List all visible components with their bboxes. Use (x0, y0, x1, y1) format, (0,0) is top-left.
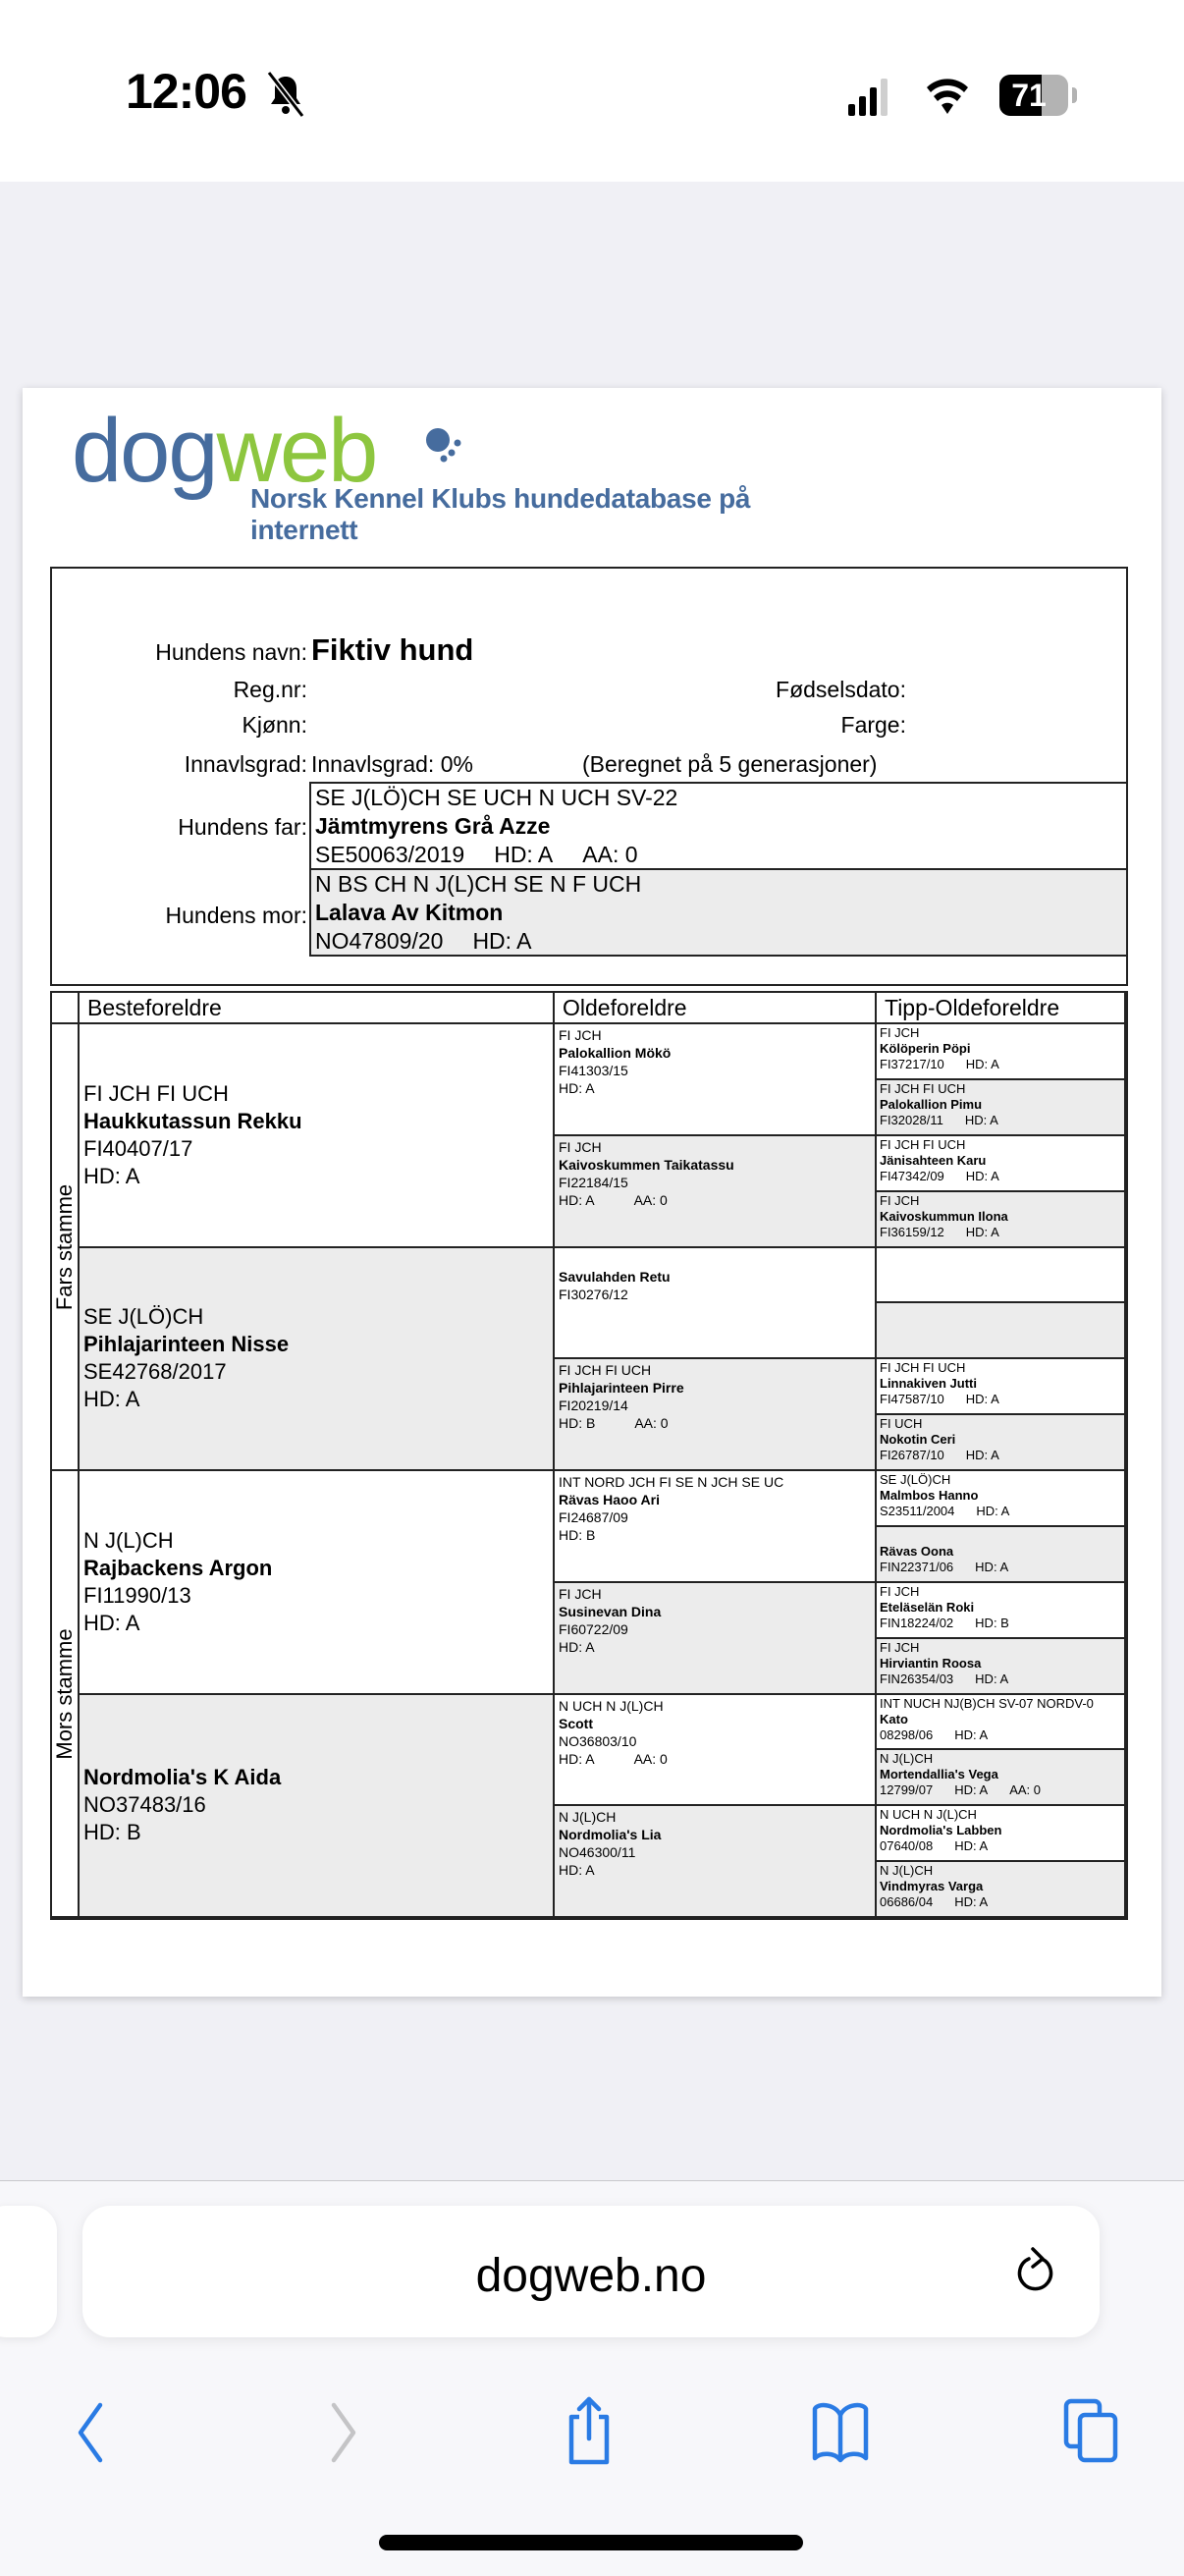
dog-reg: FI47587/10 (880, 1392, 944, 1407)
status-bar (0, 0, 1184, 182)
dog-name: Haukkutassun Rekku (83, 1108, 302, 1133)
great-great-grandparent-cell[interactable] (877, 1080, 1126, 1136)
dog-titles: N UCH N J(L)CH (880, 1807, 977, 1823)
dog-hd: HD: A (559, 1638, 595, 1655)
dog-name: Kaivoskummen Taikatassu (559, 1156, 734, 1173)
great-grandparent-cell[interactable] (555, 1471, 877, 1583)
dog-reg: 06686/04 (880, 1894, 934, 1910)
dog-reg: 07640/08 (880, 1838, 934, 1854)
dog-hd: HD: B (559, 1527, 596, 1543)
dog-reg: FI24687/09 (559, 1509, 628, 1525)
dog-reg: FI41303/15 (559, 1063, 628, 1078)
sire-titles: SE J(LÖ)CH SE UCH N UCH SV-22 (315, 785, 678, 810)
dog-details (880, 1448, 1121, 1463)
chevron-left-icon[interactable] (61, 2395, 120, 2466)
great-grandparent-cell[interactable] (555, 1136, 877, 1248)
dog-health (559, 1750, 871, 1768)
dog-hd: HD: A (954, 1894, 989, 1910)
dog-titles: N J(L)CH (559, 1809, 617, 1826)
side-label-dam-line (52, 1471, 80, 1918)
great-great-grandparent-cell[interactable] (877, 1583, 1126, 1639)
dog-titles: FI JCH (559, 1138, 602, 1155)
great-grandparent-cell[interactable] (555, 1583, 877, 1695)
great-great-grandparent-cell[interactable] (877, 1192, 1126, 1248)
dog-name: Palokallion Mökö (559, 1045, 672, 1061)
great-grandparent-cell[interactable] (555, 1695, 877, 1807)
dog-titles: INT NORD JCH FI SE N JCH SE UC (559, 1474, 784, 1490)
dog-details (880, 1392, 1121, 1407)
dog-reg: 08298/06 (880, 1726, 934, 1742)
dog-titles: SE J(LÖ)CH (83, 1304, 204, 1330)
dog-name: Mortendallia's Vega (880, 1767, 998, 1782)
dog-name: Kölöperin Pöpi (880, 1041, 971, 1056)
dog-aa: AA: 0 (1009, 1782, 1041, 1798)
dog-name: Hirviantin Roosa (880, 1655, 982, 1671)
dog-hd: HD: B (975, 1615, 1009, 1630)
dog-hd: HD: A (975, 1671, 1009, 1686)
dog-hd: HD: A (83, 1610, 140, 1635)
pedigree-document (23, 388, 1161, 1997)
dog-details (880, 1225, 1121, 1240)
grandparent-cell[interactable] (80, 1471, 555, 1695)
great-great-grandparent-cell[interactable] (877, 1136, 1126, 1192)
dog-titles: FI JCH (880, 1583, 920, 1599)
dam-hd: HD: A (472, 928, 532, 954)
dog-name: Malmbos Hanno (880, 1488, 979, 1503)
battery-indicator (999, 75, 1068, 116)
inbreeding-note: (Beregnet på 5 generasjoner) (582, 751, 878, 777)
dog-health (559, 1191, 871, 1209)
dog-reg: FI37217/10 (880, 1057, 944, 1071)
dog-name: Vindmyras Varga (880, 1879, 984, 1894)
home-indicator[interactable] (379, 2535, 803, 2550)
dog-titles: FI UCH (880, 1416, 923, 1432)
dog-name: Palokallion Pimu (880, 1096, 983, 1112)
dog-health (559, 1861, 871, 1879)
dog-details (880, 1616, 1121, 1631)
header-spacer (52, 993, 80, 1024)
dog-details (880, 1782, 1121, 1798)
dog-titles: FI JCH FI UCH (880, 1080, 966, 1096)
dog-name: Kato (880, 1711, 908, 1726)
dog-name-label: Hundens navn: (155, 639, 307, 665)
dog-titles: N J(L)CH (880, 1863, 934, 1879)
sire-aa: AA: 0 (582, 842, 638, 867)
dog-reg: FI40407/17 (83, 1135, 193, 1161)
cellular-signal-icon (848, 77, 889, 116)
titles-spacer (559, 1250, 871, 1268)
pedigree-table (50, 991, 1128, 1920)
great-great-grandparent-cell[interactable] (877, 1527, 1126, 1583)
dam-titles: N BS CH N J(L)CH SE N F UCH (315, 871, 642, 897)
browser-toolbar (0, 2180, 1184, 2576)
dog-details (880, 1169, 1121, 1184)
dog-titles: FI JCH (880, 1192, 920, 1208)
dog-name: Jänisahteen Karu (880, 1152, 987, 1168)
dog-details (880, 1504, 1121, 1519)
dog-hd: HD: B (83, 1820, 141, 1845)
inbreeding-row (52, 751, 1126, 783)
regnr-row (52, 677, 1126, 708)
column-header-great-great-grandparents: Tipp-Oldeforeldre (877, 993, 1126, 1024)
dog-hd: HD: A (559, 1191, 595, 1208)
dog-name: Rajbackens Argon (83, 1555, 273, 1580)
dog-titles: FI JCH FI UCH (880, 1360, 966, 1376)
great-grandparent-cell[interactable] (555, 1806, 877, 1918)
dog-name: Pihlajarinteen Pirre (559, 1380, 684, 1397)
dog-reg: NO37483/16 (83, 1792, 206, 1818)
dog-hd: HD: A (559, 1862, 595, 1879)
dog-hd: HD: A (964, 1112, 998, 1127)
dam-details (315, 927, 1122, 956)
sire-reg: SE50063/2019 (315, 842, 465, 867)
birthdate-label: Fødselsdato: (776, 677, 906, 702)
tabs-icon[interactable] (1062, 2395, 1121, 2466)
dog-reg: FI20219/14 (559, 1398, 628, 1414)
dog-reg: NO36803/10 (559, 1732, 637, 1749)
dog-titles: SE J(LÖ)CH (880, 1472, 951, 1487)
status-time: 12:06 (126, 64, 246, 119)
dog-hd: HD: A (965, 1448, 999, 1463)
dog-name: Linnakiven Jutti (880, 1376, 977, 1392)
share-icon[interactable] (560, 2395, 619, 2466)
dog-hd: HD: A (559, 1750, 595, 1767)
grandparent-cell[interactable] (80, 1695, 555, 1919)
dog-reg: SE42768/2017 (83, 1359, 227, 1385)
dog-titles: FI JCH (880, 1025, 920, 1040)
dog-reg: FI30276/12 (559, 1286, 628, 1302)
dog-aa: AA: 0 (633, 1750, 668, 1767)
dog-aa: AA: 0 (633, 1191, 668, 1208)
dog-hd: HD: A (965, 1224, 999, 1239)
dog-titles: N J(L)CH (83, 1527, 174, 1553)
dog-name: Rävas Haoo Ari (559, 1492, 660, 1507)
great-grandparent-cell[interactable] (555, 1359, 877, 1471)
bell-slash-icon (265, 71, 306, 118)
inbreeding-label: Innavlsgrad: (184, 751, 307, 777)
paw-dots-icon (420, 425, 479, 474)
dog-name-row (52, 632, 1126, 672)
dog-hd: HD: B (559, 1415, 596, 1432)
great-great-grandparent-cell[interactable] (877, 1248, 1126, 1304)
side-label-text: Mors stamme (52, 1627, 77, 1760)
address-bar[interactable] (82, 2206, 1100, 2337)
dog-details (880, 1057, 1121, 1072)
dog-reg: FI60722/09 (559, 1620, 628, 1637)
dog-name: Rävas Oona (880, 1543, 954, 1559)
url-text[interactable]: dogweb.no (475, 2250, 707, 2302)
great-great-grandparent-cell[interactable] (877, 1415, 1126, 1471)
dog-name: Susinevan Dina (559, 1603, 662, 1619)
dog-reg: FIN22371/06 (880, 1559, 954, 1574)
titles-spacer (880, 1528, 1121, 1544)
great-great-grandparent-cell[interactable] (877, 1359, 1126, 1415)
dog-titles: FI JCH (559, 1585, 602, 1602)
dog-hd: HD: A (965, 1057, 999, 1071)
dog-reg: FIN26354/03 (880, 1671, 954, 1686)
dam-label: Hundens mor: (165, 903, 307, 928)
great-great-grandparent-cell[interactable] (877, 1695, 1126, 1751)
dog-hd: HD: A (83, 1387, 140, 1412)
dog-titles: INT NUCH NJ(B)CH SV-07 NORDV-0 (880, 1695, 1094, 1711)
dog-titles: FI JCH (880, 1639, 920, 1655)
dog-name: Savulahden Retu (559, 1268, 671, 1285)
dog-name: Pihlajarinteen Nisse (83, 1332, 290, 1357)
dog-hd: HD: A (965, 1392, 999, 1407)
dog-health (559, 1079, 871, 1097)
dog-name: Scott (559, 1715, 593, 1731)
dog-details (880, 1113, 1121, 1128)
logo-dog: dog (72, 401, 217, 501)
dog-reg: FI36159/12 (880, 1224, 944, 1239)
reload-icon[interactable] (1011, 2245, 1060, 2300)
great-great-grandparent-cell[interactable] (877, 1750, 1126, 1806)
great-grandparent-cell[interactable] (555, 1024, 877, 1136)
dog-hd: HD: A (965, 1168, 999, 1183)
dog-titles: FI JCH FI UCH (880, 1136, 966, 1152)
dog-name: Kaivoskummun Ilona (880, 1208, 1008, 1224)
dam-name: Lalava Av Kitmon (315, 900, 504, 925)
book-icon[interactable] (811, 2395, 870, 2466)
dog-health (559, 1526, 871, 1544)
previous-tab-peek[interactable] (0, 2206, 57, 2337)
dog-details (880, 1838, 1121, 1854)
dog-reg: S23511/2004 (880, 1504, 955, 1518)
dog-hd: HD: A (559, 1080, 595, 1096)
dog-reg: FI32028/11 (880, 1112, 943, 1127)
dog-details (880, 1894, 1121, 1910)
battery-percent: 71 (1011, 78, 1047, 113)
dog-reg: FI22184/15 (559, 1174, 628, 1190)
dog-details (880, 1672, 1121, 1687)
dog-health (559, 1303, 871, 1321)
great-great-grandparent-cell[interactable] (877, 1806, 1126, 1862)
sire-hd: HD: A (494, 842, 554, 867)
dam-reg: NO47809/20 (315, 928, 444, 954)
dam-box[interactable] (309, 868, 1128, 957)
wifi-icon (925, 75, 970, 116)
dog-titles: N J(L)CH (880, 1751, 934, 1767)
great-great-grandparent-cell[interactable] (877, 1471, 1126, 1527)
side-label-text: Fars stamme (52, 1183, 77, 1310)
regnr-label: Reg.nr: (233, 677, 307, 702)
dog-reg: NO46300/11 (559, 1844, 636, 1861)
dog-name: Nordmolia's K Aida (83, 1765, 282, 1790)
logo-tagline: Norsk Kennel Klubs hundedatabase på internett (250, 483, 751, 545)
dog-info-box (50, 567, 1128, 986)
column-header-grandparents: Besteforeldre (80, 993, 555, 1024)
grandparent-cell[interactable] (80, 1024, 555, 1248)
sire-box[interactable] (309, 782, 1128, 870)
battery-cap (1072, 87, 1077, 103)
great-grandparent-cell[interactable] (555, 1248, 877, 1360)
dog-titles: N UCH N J(L)CH (559, 1697, 664, 1714)
grandparent-cell[interactable] (80, 1248, 555, 1472)
dog-name: Eteläselän Roki (880, 1599, 975, 1615)
dog-health (559, 1638, 871, 1656)
great-great-grandparent-cell[interactable] (877, 1303, 1126, 1359)
dog-hd: HD: A (954, 1838, 989, 1854)
column-header-great-grandparents: Oldeforeldre (555, 993, 877, 1024)
color-label: Farge: (840, 712, 906, 738)
great-great-grandparent-cell[interactable] (877, 1639, 1126, 1695)
dog-reg: FI11990/13 (83, 1582, 191, 1608)
dog-details (880, 1560, 1121, 1575)
dog-reg: FI47342/09 (880, 1168, 944, 1183)
sire-details (315, 841, 1122, 869)
dog-titles: FI JCH (559, 1027, 602, 1043)
sire-name: Jämtmyrens Grå Azze (315, 813, 551, 839)
sire-label: Hundens far: (178, 814, 307, 840)
chevron-right-icon[interactable] (314, 2395, 373, 2466)
dog-reg: 12799/07 (880, 1782, 934, 1798)
great-great-grandparent-cell[interactable] (877, 1024, 1126, 1080)
dog-hd: HD: A (976, 1504, 1010, 1518)
great-great-grandparent-cell[interactable] (877, 1862, 1126, 1918)
dog-titles: FI JCH FI UCH (83, 1080, 229, 1106)
sex-row (52, 712, 1126, 743)
dog-titles: FI JCH FI UCH (559, 1362, 652, 1379)
dog-details (880, 1727, 1121, 1743)
dog-reg: FI26787/10 (880, 1448, 944, 1463)
dog-hd: HD: A (954, 1726, 989, 1742)
logo-web: web (216, 401, 377, 501)
dog-health (559, 1414, 871, 1432)
side-label-sire-line (52, 1024, 80, 1471)
dogweb-logo[interactable] (72, 401, 857, 545)
dog-name: Fiktiv hund (311, 632, 474, 667)
dog-hd: HD: A (954, 1782, 989, 1798)
dog-aa: AA: 0 (634, 1415, 669, 1432)
dog-hd: HD: A (83, 1163, 140, 1188)
dog-name: Nordmolia's Lia (559, 1827, 662, 1843)
dog-name: Nordmolia's Labben (880, 1823, 1002, 1838)
dog-hd: HD: A (975, 1559, 1009, 1574)
dog-name: Nokotin Ceri (880, 1432, 956, 1448)
sex-label: Kjønn: (242, 712, 307, 738)
dog-reg: FIN18224/02 (880, 1615, 954, 1630)
inbreeding-value: Innavlsgrad: 0% (311, 751, 473, 777)
